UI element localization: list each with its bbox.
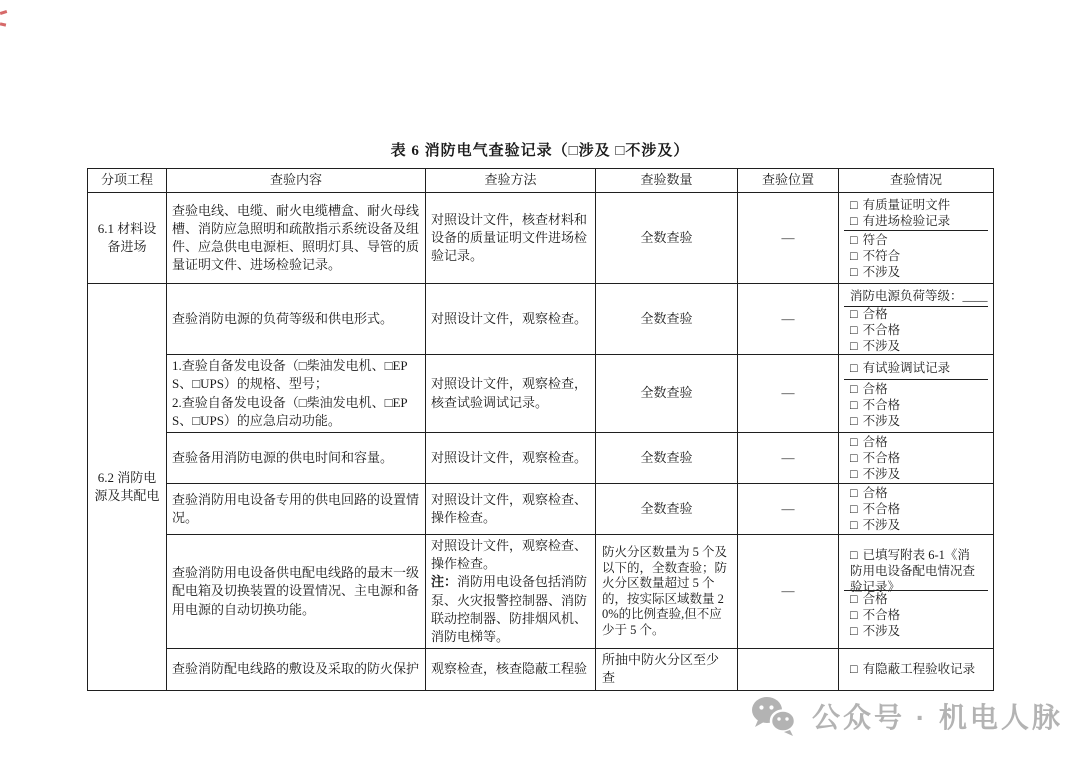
column-header-status: 查验情况 [839, 169, 994, 193]
cell-content: 查验消防电源的负荷等级和供电形式。 [167, 284, 426, 355]
checkbox-label: 不合格 [862, 451, 901, 465]
status-subcell [844, 545, 988, 594]
cell-status [839, 284, 994, 355]
cell-status [839, 355, 994, 433]
table-row [88, 193, 994, 284]
cell-method: 对照设计文件，核查材料和设备的质量证明文件进场检验记录。 [426, 193, 596, 284]
status-subcell [844, 307, 988, 352]
cell-method: 对照设计文件，观察检查。 [426, 433, 596, 484]
column-header-subproject: 分项工程 [88, 169, 167, 193]
cell-status [839, 433, 994, 484]
status-subcell [844, 486, 988, 532]
cell-location: — [738, 284, 839, 355]
cell-status [839, 649, 994, 690]
cell-content: 查验电线、电缆、耐火电缆槽盒、耐火母线槽、消防应急照明和疏散指示系统设备及组件、应急供电电源柜、照明灯具、导管的质量证明文件、进场检验记录。 [167, 193, 426, 284]
checkbox-icon: □ [850, 435, 858, 449]
column-header-content: 查验内容 [167, 169, 426, 193]
note-label: 注： [431, 574, 458, 590]
checkbox-icon: □ [850, 467, 858, 481]
checkbox-label: 不合格 [862, 398, 901, 412]
checkbox-icon: □ [850, 338, 858, 353]
watermark-text: 公众号 · 机电人脉 [812, 702, 1063, 733]
checkbox-label: 合格 [862, 306, 888, 321]
cell-content: 查验消防配电线路的敷设及采取的防火保护 [167, 649, 426, 690]
cell-quantity: 全数查验 [596, 484, 738, 535]
cell-method: 对照设计文件，观察检查，核查试验调试记录。 [426, 355, 596, 433]
watermark [748, 694, 1063, 738]
cell-quantity: 防火分区数量为 5 个及以下的，全数查验；防火分区数量超过 5 个的，按实际区域数量 20%的比例查验,但不应少于 5 个。 [596, 535, 738, 649]
cell-status [839, 193, 994, 284]
checkbox-icon: □ [850, 414, 858, 428]
table-row [88, 433, 994, 484]
checkbox-icon: □ [850, 591, 858, 606]
method-note [431, 573, 590, 646]
cell-method: 观察检查，核查隐蔽工程验 [426, 649, 596, 690]
checkbox-label: 合格 [862, 435, 888, 449]
cell-location [738, 649, 839, 690]
status-subcell [844, 591, 988, 639]
column-header-quantity: 查验数量 [596, 169, 738, 193]
cell-location: — [738, 484, 839, 535]
table-row [88, 484, 994, 535]
inspection-table [87, 168, 994, 691]
cell-content: 查验消防用电设备供电配电线路的最末一级配电箱及切换装置的设置情况、主电源和备用电源的自动切换功能。 [167, 535, 426, 649]
group-label-6-1: 6.1 材料设备进场 [88, 193, 167, 284]
cell-method: 对照设计文件，观察检查。 [426, 284, 596, 355]
cell-location: — [738, 355, 839, 433]
wechat-icon [748, 694, 800, 738]
checkbox-icon: □ [850, 249, 858, 263]
checkbox-label: 合格 [862, 486, 888, 500]
checkbox-label: 有进场检验记录 [862, 213, 951, 228]
checkbox-label: 合格 [862, 382, 888, 396]
checkbox-label: 不涉及 [862, 338, 901, 353]
checkbox-icon: □ [850, 607, 858, 622]
cell-location: — [738, 535, 839, 649]
status-subcell [844, 357, 988, 380]
checkbox-icon: □ [850, 547, 858, 562]
red-annotation-mark [0, 10, 7, 15]
table-row [88, 284, 994, 355]
checkbox-label: 不涉及 [862, 414, 901, 428]
table-header-row [88, 169, 994, 193]
checkbox-label: 有隐蔽工程验收记录 [862, 662, 976, 677]
status-fill-label: 消防电源负荷等级：____ [850, 289, 988, 303]
checkbox-label: 合格 [862, 591, 888, 606]
checkbox-label: 不涉及 [862, 265, 901, 279]
checkbox-icon: □ [850, 623, 858, 638]
cell-location: — [738, 433, 839, 484]
checkbox-icon: □ [850, 197, 858, 212]
cell-status [839, 535, 994, 649]
checkbox-label: 已填写附表 6-1《消防用电设备配电情况查验记录》 [850, 547, 976, 594]
checkbox-icon: □ [850, 451, 858, 465]
checkbox-label: 不合格 [862, 607, 901, 622]
status-subcell [844, 231, 988, 281]
status-subcell [844, 195, 988, 231]
checkbox-icon: □ [850, 322, 858, 337]
cell-quantity: 全数查验 [596, 433, 738, 484]
checkbox-label: 不合格 [862, 322, 901, 337]
table-row [88, 535, 994, 649]
status-subcell [844, 380, 988, 430]
column-header-method: 查验方法 [426, 169, 596, 193]
cell-content: 查验消防用电设备专用的供电回路的设置情况。 [167, 484, 426, 535]
checkbox-icon: □ [850, 382, 858, 396]
checkbox-icon: □ [850, 233, 858, 247]
checkbox-icon: □ [850, 518, 858, 532]
red-annotation-mark [0, 22, 6, 26]
checkbox-icon: □ [850, 486, 858, 500]
checkbox-label: 不符合 [862, 249, 901, 263]
content-line: 1.查验自备发电设备（□柴油发电机、□EPS、□UPS）的规格、型号； [172, 358, 408, 392]
cell-content [167, 355, 426, 433]
page-title: 表 6 消防电气查验记录（□涉及 □不涉及） [390, 143, 690, 159]
checkbox-label: 有质量证明文件 [862, 197, 951, 212]
checkbox-label: 不涉及 [862, 518, 901, 532]
cell-location: — [738, 193, 839, 284]
checkbox-icon: □ [850, 265, 858, 279]
checkbox-label: 不合格 [862, 502, 901, 516]
status-subcell [844, 655, 988, 683]
cell-method: 对照设计文件，观察检查、操作检查。 [426, 484, 596, 535]
checkbox-label: 不涉及 [862, 623, 901, 638]
checkbox-icon: □ [850, 213, 858, 228]
group-label-6-2: 6.2 消防电源及其配电 [88, 284, 167, 691]
cell-quantity: 全数查验 [596, 284, 738, 355]
checkbox-icon: □ [850, 306, 858, 321]
note-text: 消防用电设备包括消防泵、火灾报警控制器、消防联动控制器、防排烟风机、消防电梯等。 [431, 574, 588, 644]
content-line: 2.查验自备发电设备（□柴油发电机、□EPS、□UPS）的应急启动功能。 [172, 394, 408, 428]
checkbox-icon: □ [850, 398, 858, 412]
cell-quantity: 所抽中防火分区至少查 [596, 649, 738, 690]
checkbox-icon: □ [850, 361, 858, 375]
table-row [88, 649, 994, 690]
checkbox-label: 符合 [862, 233, 888, 247]
column-header-location: 查验位置 [738, 169, 839, 193]
status-subcell [844, 435, 988, 481]
table-row [88, 355, 994, 433]
checkbox-label: 有试验调试记录 [862, 361, 951, 375]
cell-content: 查验备用消防电源的供电时间和容量。 [167, 433, 426, 484]
checkbox-icon: □ [850, 662, 858, 677]
status-subcell [844, 286, 988, 307]
checkbox-label: 不涉及 [862, 467, 901, 481]
cell-quantity: 全数查验 [596, 355, 738, 433]
checkbox-icon: □ [850, 502, 858, 516]
cell-quantity: 全数查验 [596, 193, 738, 284]
cell-method [426, 535, 596, 649]
cell-status [839, 484, 994, 535]
method-text: 对照设计文件，观察检查、操作检查。 [431, 538, 588, 572]
